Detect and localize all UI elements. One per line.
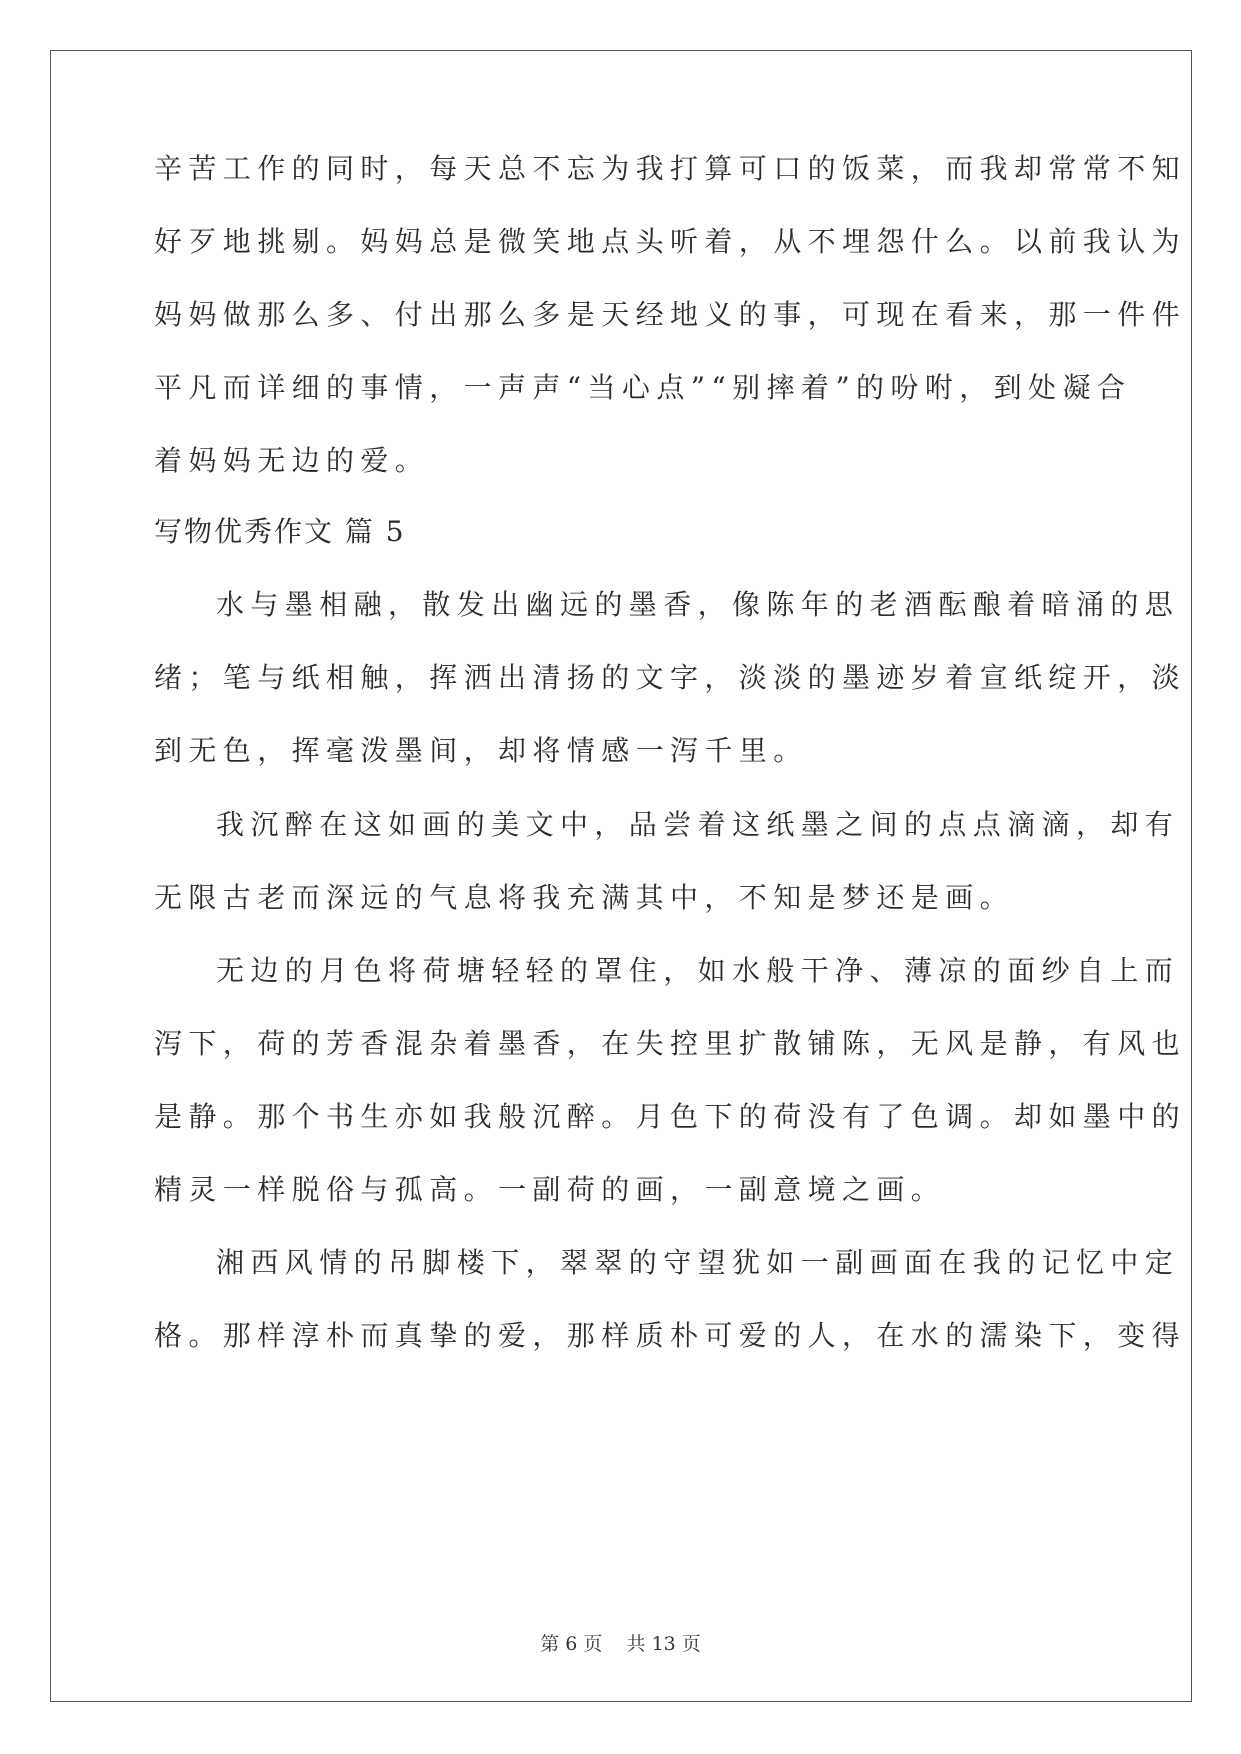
text-line: 辛苦工作的同时，每天总不忘为我打算可口的饭菜，而我却常常不知 (154, 152, 1187, 185)
text-line: 妈妈做那么多、付出那么多是天经地义的事，可现在看来，那一件件 (154, 298, 1187, 331)
text-line: 着妈妈无边的爱。 (154, 444, 430, 477)
text-line: 无限古老而深远的气息将我充满其中，不知是梦还是画。 (154, 881, 1015, 914)
text-line: 我沉醉在这如画的美文中，品尝着这纸墨之间的点点滴滴，却有 (216, 808, 1180, 841)
text-line: 无边的月色将荷塘轻轻的罩住，如水般干净、薄凉的面纱自上而 (216, 954, 1180, 987)
page-number-footer: 第 6 页 共 13 页 (540, 1633, 701, 1655)
text-line: 泻下，荷的芳香混杂着墨香，在失控里扩散铺陈，无风是静，有风也 (154, 1027, 1187, 1060)
text-line: 是静。那个书生亦如我般沉醉。月色下的荷没有了色调。却如墨中的 (154, 1100, 1187, 1133)
text-line: 湘西风情的吊脚楼下，翠翠的守望犹如一副画面在我的记忆中定 (216, 1246, 1180, 1279)
text-line: 绪；笔与纸相触，挥洒出清扬的文字，淡淡的墨迹岁着宣纸绽开，淡 (154, 661, 1187, 694)
text-line: 到无色，挥毫泼墨间，却将情感一泻千里。 (154, 734, 808, 767)
text-line: 水与墨相融，散发出幽远的墨香，像陈年的老酒酝酿着暗涌的思 (216, 588, 1180, 621)
text-line: 平凡而详细的事情，一声声“当心点”“别摔着”的吩咐，到处凝合 (154, 371, 1132, 404)
text-line: 好歹地挑剔。妈妈总是微笑地点头听着，从不埋怨什么。以前我认为 (154, 225, 1187, 258)
text-line: 精灵一样脱俗与孤高。一副荷的画，一副意境之画。 (154, 1173, 946, 1206)
text-line: 格。那样淳朴而真挚的爱，那样质朴可爱的人，在水的濡染下，变得 (154, 1319, 1187, 1352)
section-heading: 写物优秀作文 篇 5 (154, 515, 406, 548)
